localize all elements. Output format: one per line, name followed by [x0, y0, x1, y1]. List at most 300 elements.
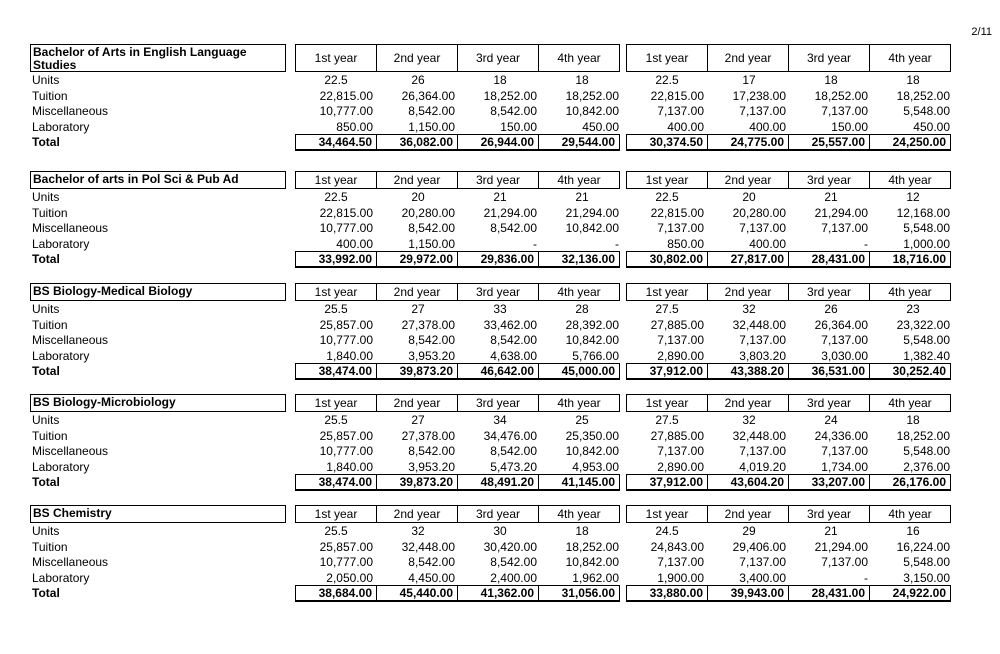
cell-value: 12,168.00: [896, 205, 950, 220]
year-header: 1st year: [295, 505, 377, 523]
year-header: 3rd year: [457, 394, 539, 412]
year-header: 3rd year: [788, 171, 870, 189]
row-label: Miscellaneous: [32, 221, 109, 235]
row-units: [30, 189, 945, 205]
cell-value: 27,378.00: [401, 428, 455, 443]
page-number: 2/11: [971, 26, 992, 38]
row-lab: [30, 119, 950, 135]
cell-value: 10,842.00: [565, 221, 619, 235]
cell-value: 1,840.00: [326, 348, 373, 363]
cell-value: 7,137.00: [821, 555, 868, 569]
row-label: Miscellaneous: [32, 444, 109, 458]
total-value: 28,431.00: [788, 585, 870, 601]
fee-section: [30, 44, 950, 151]
total-value: 25,557.00: [788, 134, 870, 150]
total-group: [295, 585, 620, 602]
cell-value: 33,462.00: [483, 317, 537, 332]
cell-value: 7,137.00: [821, 221, 868, 235]
year-header: 2nd year: [707, 171, 789, 189]
cell-value: 8,542.00: [408, 221, 455, 235]
total-value: 28,431.00: [788, 251, 870, 267]
year-header-group: [295, 283, 620, 301]
cell-value: 10,777.00: [319, 555, 373, 569]
cell-value: 30,420.00: [483, 539, 537, 554]
cell-value: 22,815.00: [650, 205, 704, 220]
total-value: 31,056.00: [538, 585, 620, 601]
cell-value: 22.5: [655, 73, 679, 87]
year-header: 3rd year: [788, 44, 870, 72]
cell-value: 3,953.20: [408, 348, 455, 363]
cell-value: 25.5: [324, 524, 348, 538]
row-label: Miscellaneous: [32, 104, 109, 118]
total-value: 39,943.00: [707, 585, 789, 601]
total-value: 36,531.00: [788, 363, 870, 379]
row-total: [30, 474, 945, 491]
cell-value: 3,150.00: [903, 570, 950, 585]
cell-value: 25.5: [324, 302, 348, 316]
year-header: 1st year: [295, 283, 377, 301]
cell-value: 1,382.40: [903, 348, 950, 363]
cell-value: 7,137.00: [739, 221, 786, 235]
cell-value: 29,406.00: [732, 539, 786, 554]
row-label: Total: [32, 364, 60, 378]
row-misc: [30, 103, 950, 119]
section-header: [30, 394, 945, 412]
row-tuition: [30, 428, 950, 444]
cell-value: 27,885.00: [650, 428, 704, 443]
cell-value: 25,857.00: [319, 539, 373, 554]
program-title: Bachelor of Arts in English Language Studies: [30, 44, 286, 72]
year-header: 2nd year: [707, 394, 789, 412]
cell-value: 10,842.00: [565, 444, 619, 458]
cell-value: 21: [824, 190, 838, 204]
year-header: 2nd year: [376, 394, 458, 412]
total-value: 24,775.00: [707, 134, 789, 150]
cell-value: 22.5: [324, 73, 348, 87]
cell-value: 26,364.00: [401, 88, 455, 103]
row-label: Tuition: [32, 317, 68, 332]
cell-value: 21: [824, 524, 838, 538]
cell-value: 4,638.00: [490, 348, 537, 363]
cell-value: 8,542.00: [490, 444, 537, 458]
cell-value: 21: [493, 190, 507, 204]
year-header: 3rd year: [788, 505, 870, 523]
year-header: 1st year: [626, 283, 708, 301]
fee-section: [30, 171, 950, 268]
cell-value: 24,336.00: [814, 428, 868, 443]
row-total: [30, 251, 945, 268]
cell-value: 20: [411, 190, 425, 204]
cell-value: 7,137.00: [739, 333, 786, 347]
year-header-group: [626, 171, 951, 189]
row-label: Units: [32, 302, 60, 316]
total-value: 45,440.00: [376, 585, 458, 601]
year-header: 2nd year: [707, 505, 789, 523]
row-label: Total: [32, 135, 60, 149]
cell-value: 18,252.00: [483, 88, 537, 103]
year-header: 2nd year: [376, 283, 458, 301]
total-group: [295, 251, 620, 268]
cell-value: 7,137.00: [657, 221, 704, 235]
row-label: Total: [32, 475, 60, 489]
cell-value: 18,252.00: [814, 88, 868, 103]
year-header-group: [626, 283, 951, 301]
cell-value: 5,473.20: [490, 459, 537, 474]
row-label: Units: [32, 73, 60, 87]
cell-value: 22,815.00: [319, 205, 373, 220]
row-misc: [30, 332, 950, 348]
cell-value: 1,840.00: [326, 459, 373, 474]
section-header: [30, 171, 945, 189]
cell-value: 400.00: [336, 236, 373, 251]
cell-value: 150.00: [831, 119, 868, 134]
cell-value: 18: [575, 524, 589, 538]
cell-value: 21,294.00: [814, 539, 868, 554]
year-header: 1st year: [295, 171, 377, 189]
cell-value: 400.00: [667, 119, 704, 134]
cell-value: 20,280.00: [401, 205, 455, 220]
cell-value: 1,000.00: [903, 236, 950, 251]
row-label: Laboratory: [32, 570, 90, 585]
total-value: 26,176.00: [869, 474, 951, 490]
cell-value: 7,137.00: [821, 444, 868, 458]
row-misc: [30, 554, 950, 570]
year-header: 4th year: [538, 171, 620, 189]
row-label: Laboratory: [32, 236, 90, 251]
cell-value: 2,890.00: [657, 348, 704, 363]
year-header: 4th year: [869, 283, 951, 301]
cell-value: 32,448.00: [401, 539, 455, 554]
row-total: [30, 585, 945, 602]
cell-value: 850.00: [667, 236, 704, 251]
total-group: [626, 474, 951, 491]
row-label: Total: [32, 252, 60, 266]
row-lab: [30, 236, 950, 252]
year-header-group: [295, 505, 620, 523]
cell-value: 10,842.00: [565, 104, 619, 118]
year-header: 3rd year: [788, 394, 870, 412]
section-header: [30, 283, 945, 301]
cell-value: 27: [411, 413, 425, 427]
total-group: [626, 585, 951, 602]
year-header-group: [626, 505, 951, 523]
cell-value: 1,150.00: [408, 119, 455, 134]
cell-value: 10,777.00: [319, 104, 373, 118]
total-value: 48,491.20: [457, 474, 539, 490]
row-lab: [30, 570, 950, 586]
cell-value: 34: [493, 413, 507, 427]
row-units: [30, 72, 945, 88]
row-label: Units: [32, 190, 60, 204]
cell-value: 18: [906, 413, 920, 427]
year-header-group: [295, 44, 620, 72]
cell-value: 7,137.00: [657, 333, 704, 347]
total-value: 41,362.00: [457, 585, 539, 601]
year-header: 1st year: [626, 44, 708, 72]
fee-section: [30, 394, 950, 491]
row-label: Total: [32, 586, 60, 600]
cell-value: 21,294.00: [565, 205, 619, 220]
cell-value: 400.00: [749, 236, 786, 251]
total-group: [626, 251, 951, 268]
cell-value: 8,542.00: [408, 104, 455, 118]
cell-value: 18,252.00: [565, 539, 619, 554]
program-title: BS Biology-Medical Biology: [30, 283, 286, 301]
cell-value: 18: [906, 73, 920, 87]
cell-value: -: [533, 236, 537, 251]
cell-value: 16: [906, 524, 920, 538]
cell-value: -: [864, 570, 868, 585]
cell-value: 32: [411, 524, 425, 538]
cell-value: 29: [742, 524, 756, 538]
year-header: 4th year: [538, 44, 620, 72]
cell-value: 3,030.00: [821, 348, 868, 363]
cell-value: 1,734.00: [821, 459, 868, 474]
cell-value: 7,137.00: [657, 444, 704, 458]
year-header: 4th year: [869, 171, 951, 189]
cell-value: 18,252.00: [565, 88, 619, 103]
total-value: 45,000.00: [538, 363, 620, 379]
cell-value: 18: [493, 73, 507, 87]
cell-value: 21,294.00: [483, 205, 537, 220]
total-value: 43,388.20: [707, 363, 789, 379]
total-value: 33,207.00: [788, 474, 870, 490]
cell-value: -: [615, 236, 619, 251]
cell-value: 30: [493, 524, 507, 538]
row-total: [30, 363, 945, 380]
total-group: [626, 363, 951, 380]
cell-value: 4,953.00: [572, 459, 619, 474]
total-value: 27,817.00: [707, 251, 789, 267]
cell-value: 400.00: [749, 119, 786, 134]
cell-value: 8,542.00: [490, 333, 537, 347]
year-header: 4th year: [869, 44, 951, 72]
year-header: 3rd year: [457, 44, 539, 72]
cell-value: 25.5: [324, 413, 348, 427]
cell-value: 4,450.00: [408, 570, 455, 585]
cell-value: 5,548.00: [903, 104, 950, 118]
year-header: 2nd year: [707, 44, 789, 72]
cell-value: 8,542.00: [408, 444, 455, 458]
cell-value: 2,400.00: [490, 570, 537, 585]
total-value: 24,922.00: [869, 585, 951, 601]
cell-value: 22.5: [655, 190, 679, 204]
cell-value: 18: [824, 73, 838, 87]
program-title: Bachelor of arts in Pol Sci & Pub Ad: [30, 171, 286, 189]
cell-value: 2,890.00: [657, 459, 704, 474]
cell-value: 5,548.00: [903, 221, 950, 235]
cell-value: 18: [575, 73, 589, 87]
cell-value: 32,448.00: [732, 317, 786, 332]
cell-value: 7,137.00: [739, 555, 786, 569]
year-header: 4th year: [869, 505, 951, 523]
row-tuition: [30, 205, 950, 221]
cell-value: 34,476.00: [483, 428, 537, 443]
cell-value: 18,252.00: [896, 88, 950, 103]
cell-value: 23: [906, 302, 920, 316]
total-value: 38,474.00: [295, 363, 377, 379]
row-label: Tuition: [32, 539, 68, 554]
row-units: [30, 523, 945, 539]
cell-value: 7,137.00: [657, 555, 704, 569]
year-header: 1st year: [626, 505, 708, 523]
section-header: [30, 505, 945, 523]
total-value: 29,836.00: [457, 251, 539, 267]
total-group: [295, 363, 620, 380]
cell-value: 7,137.00: [821, 104, 868, 118]
cell-value: 27: [411, 302, 425, 316]
total-value: 36,082.00: [376, 134, 458, 150]
cell-value: 450.00: [582, 119, 619, 134]
cell-value: 33: [493, 302, 507, 316]
cell-value: 24,843.00: [650, 539, 704, 554]
total-group: [626, 134, 951, 151]
cell-value: 27.5: [655, 302, 679, 316]
cell-value: 7,137.00: [739, 104, 786, 118]
row-lab: [30, 348, 950, 364]
cell-value: 8,542.00: [408, 333, 455, 347]
cell-value: 8,542.00: [490, 555, 537, 569]
total-value: 18,716.00: [869, 251, 951, 267]
year-header: 2nd year: [376, 505, 458, 523]
cell-value: -: [864, 236, 868, 251]
total-group: [295, 134, 620, 151]
cell-value: 28,392.00: [565, 317, 619, 332]
cell-value: 25: [575, 413, 589, 427]
cell-value: 1,962.00: [572, 570, 619, 585]
row-label: Units: [32, 524, 60, 538]
total-value: 38,684.00: [295, 585, 377, 601]
cell-value: 18,252.00: [896, 428, 950, 443]
row-tuition: [30, 88, 950, 104]
cell-value: 26: [824, 302, 838, 316]
cell-value: 26,364.00: [814, 317, 868, 332]
cell-value: 2,376.00: [903, 459, 950, 474]
total-value: 39,873.20: [376, 474, 458, 490]
total-group: [295, 474, 620, 491]
cell-value: 3,953.20: [408, 459, 455, 474]
section-header: [30, 44, 945, 72]
cell-value: 5,548.00: [903, 444, 950, 458]
row-misc: [30, 220, 950, 236]
cell-value: 3,803.20: [739, 348, 786, 363]
year-header: 2nd year: [376, 44, 458, 72]
cell-value: 2,050.00: [326, 570, 373, 585]
year-header: 3rd year: [457, 171, 539, 189]
row-label: Units: [32, 413, 60, 427]
total-value: 30,374.50: [626, 134, 708, 150]
cell-value: 5,548.00: [903, 555, 950, 569]
cell-value: 1,900.00: [657, 570, 704, 585]
row-misc: [30, 443, 950, 459]
total-value: 29,972.00: [376, 251, 458, 267]
total-value: 37,912.00: [626, 363, 708, 379]
cell-value: 10,842.00: [565, 333, 619, 347]
cell-value: 10,777.00: [319, 444, 373, 458]
total-value: 30,802.00: [626, 251, 708, 267]
row-total: [30, 134, 945, 151]
total-value: 34,464.50: [295, 134, 377, 150]
cell-value: 10,777.00: [319, 221, 373, 235]
row-label: Laboratory: [32, 119, 90, 134]
total-value: 33,880.00: [626, 585, 708, 601]
row-units: [30, 412, 945, 428]
fee-section: [30, 283, 950, 380]
row-label: Tuition: [32, 88, 68, 103]
cell-value: 4,019.20: [739, 459, 786, 474]
cell-value: 20,280.00: [732, 205, 786, 220]
year-header: 1st year: [295, 44, 377, 72]
cell-value: 25,857.00: [319, 317, 373, 332]
cell-value: 5,766.00: [572, 348, 619, 363]
cell-value: 25,857.00: [319, 428, 373, 443]
cell-value: 1,150.00: [408, 236, 455, 251]
cell-value: 450.00: [913, 119, 950, 134]
program-title: BS Biology-Microbiology: [30, 394, 286, 412]
cell-value: 10,842.00: [565, 555, 619, 569]
total-value: 46,642.00: [457, 363, 539, 379]
row-units: [30, 301, 945, 317]
cell-value: 7,137.00: [821, 333, 868, 347]
cell-value: 27.5: [655, 413, 679, 427]
row-lab: [30, 459, 950, 475]
total-value: 26,944.00: [457, 134, 539, 150]
cell-value: 32: [742, 413, 756, 427]
cell-value: 21: [575, 190, 589, 204]
year-header: 2nd year: [376, 171, 458, 189]
cell-value: 3,400.00: [739, 570, 786, 585]
cell-value: 24.5: [655, 524, 679, 538]
cell-value: 20: [742, 190, 756, 204]
cell-value: 8,542.00: [490, 104, 537, 118]
cell-value: 8,542.00: [408, 555, 455, 569]
cell-value: 7,137.00: [739, 444, 786, 458]
year-header-group: [295, 171, 620, 189]
cell-value: 150.00: [500, 119, 537, 134]
year-header-group: [295, 394, 620, 412]
row-tuition: [30, 317, 950, 333]
row-label: Tuition: [32, 428, 68, 443]
year-header: 4th year: [538, 283, 620, 301]
total-value: 37,912.00: [626, 474, 708, 490]
cell-value: 32: [742, 302, 756, 316]
row-label: Miscellaneous: [32, 333, 109, 347]
row-label: Miscellaneous: [32, 555, 109, 569]
cell-value: 17: [742, 73, 756, 87]
fee-section: [30, 505, 950, 602]
year-header: 1st year: [626, 171, 708, 189]
total-value: 33,992.00: [295, 251, 377, 267]
year-header: 3rd year: [788, 283, 870, 301]
total-value: 43,604.20: [707, 474, 789, 490]
cell-value: 21,294.00: [814, 205, 868, 220]
cell-value: 24: [824, 413, 838, 427]
year-header: 2nd year: [707, 283, 789, 301]
total-value: 32,136.00: [538, 251, 620, 267]
row-label: Laboratory: [32, 348, 90, 363]
total-value: 38,474.00: [295, 474, 377, 490]
cell-value: 5,548.00: [903, 333, 950, 347]
cell-value: 10,777.00: [319, 333, 373, 347]
year-header-group: [626, 394, 951, 412]
cell-value: 17,238.00: [732, 88, 786, 103]
program-title: BS Chemistry: [30, 505, 286, 523]
row-label: Laboratory: [32, 459, 90, 474]
cell-value: 27,378.00: [401, 317, 455, 332]
year-header: 1st year: [295, 394, 377, 412]
cell-value: 16,224.00: [896, 539, 950, 554]
year-header: 1st year: [626, 394, 708, 412]
